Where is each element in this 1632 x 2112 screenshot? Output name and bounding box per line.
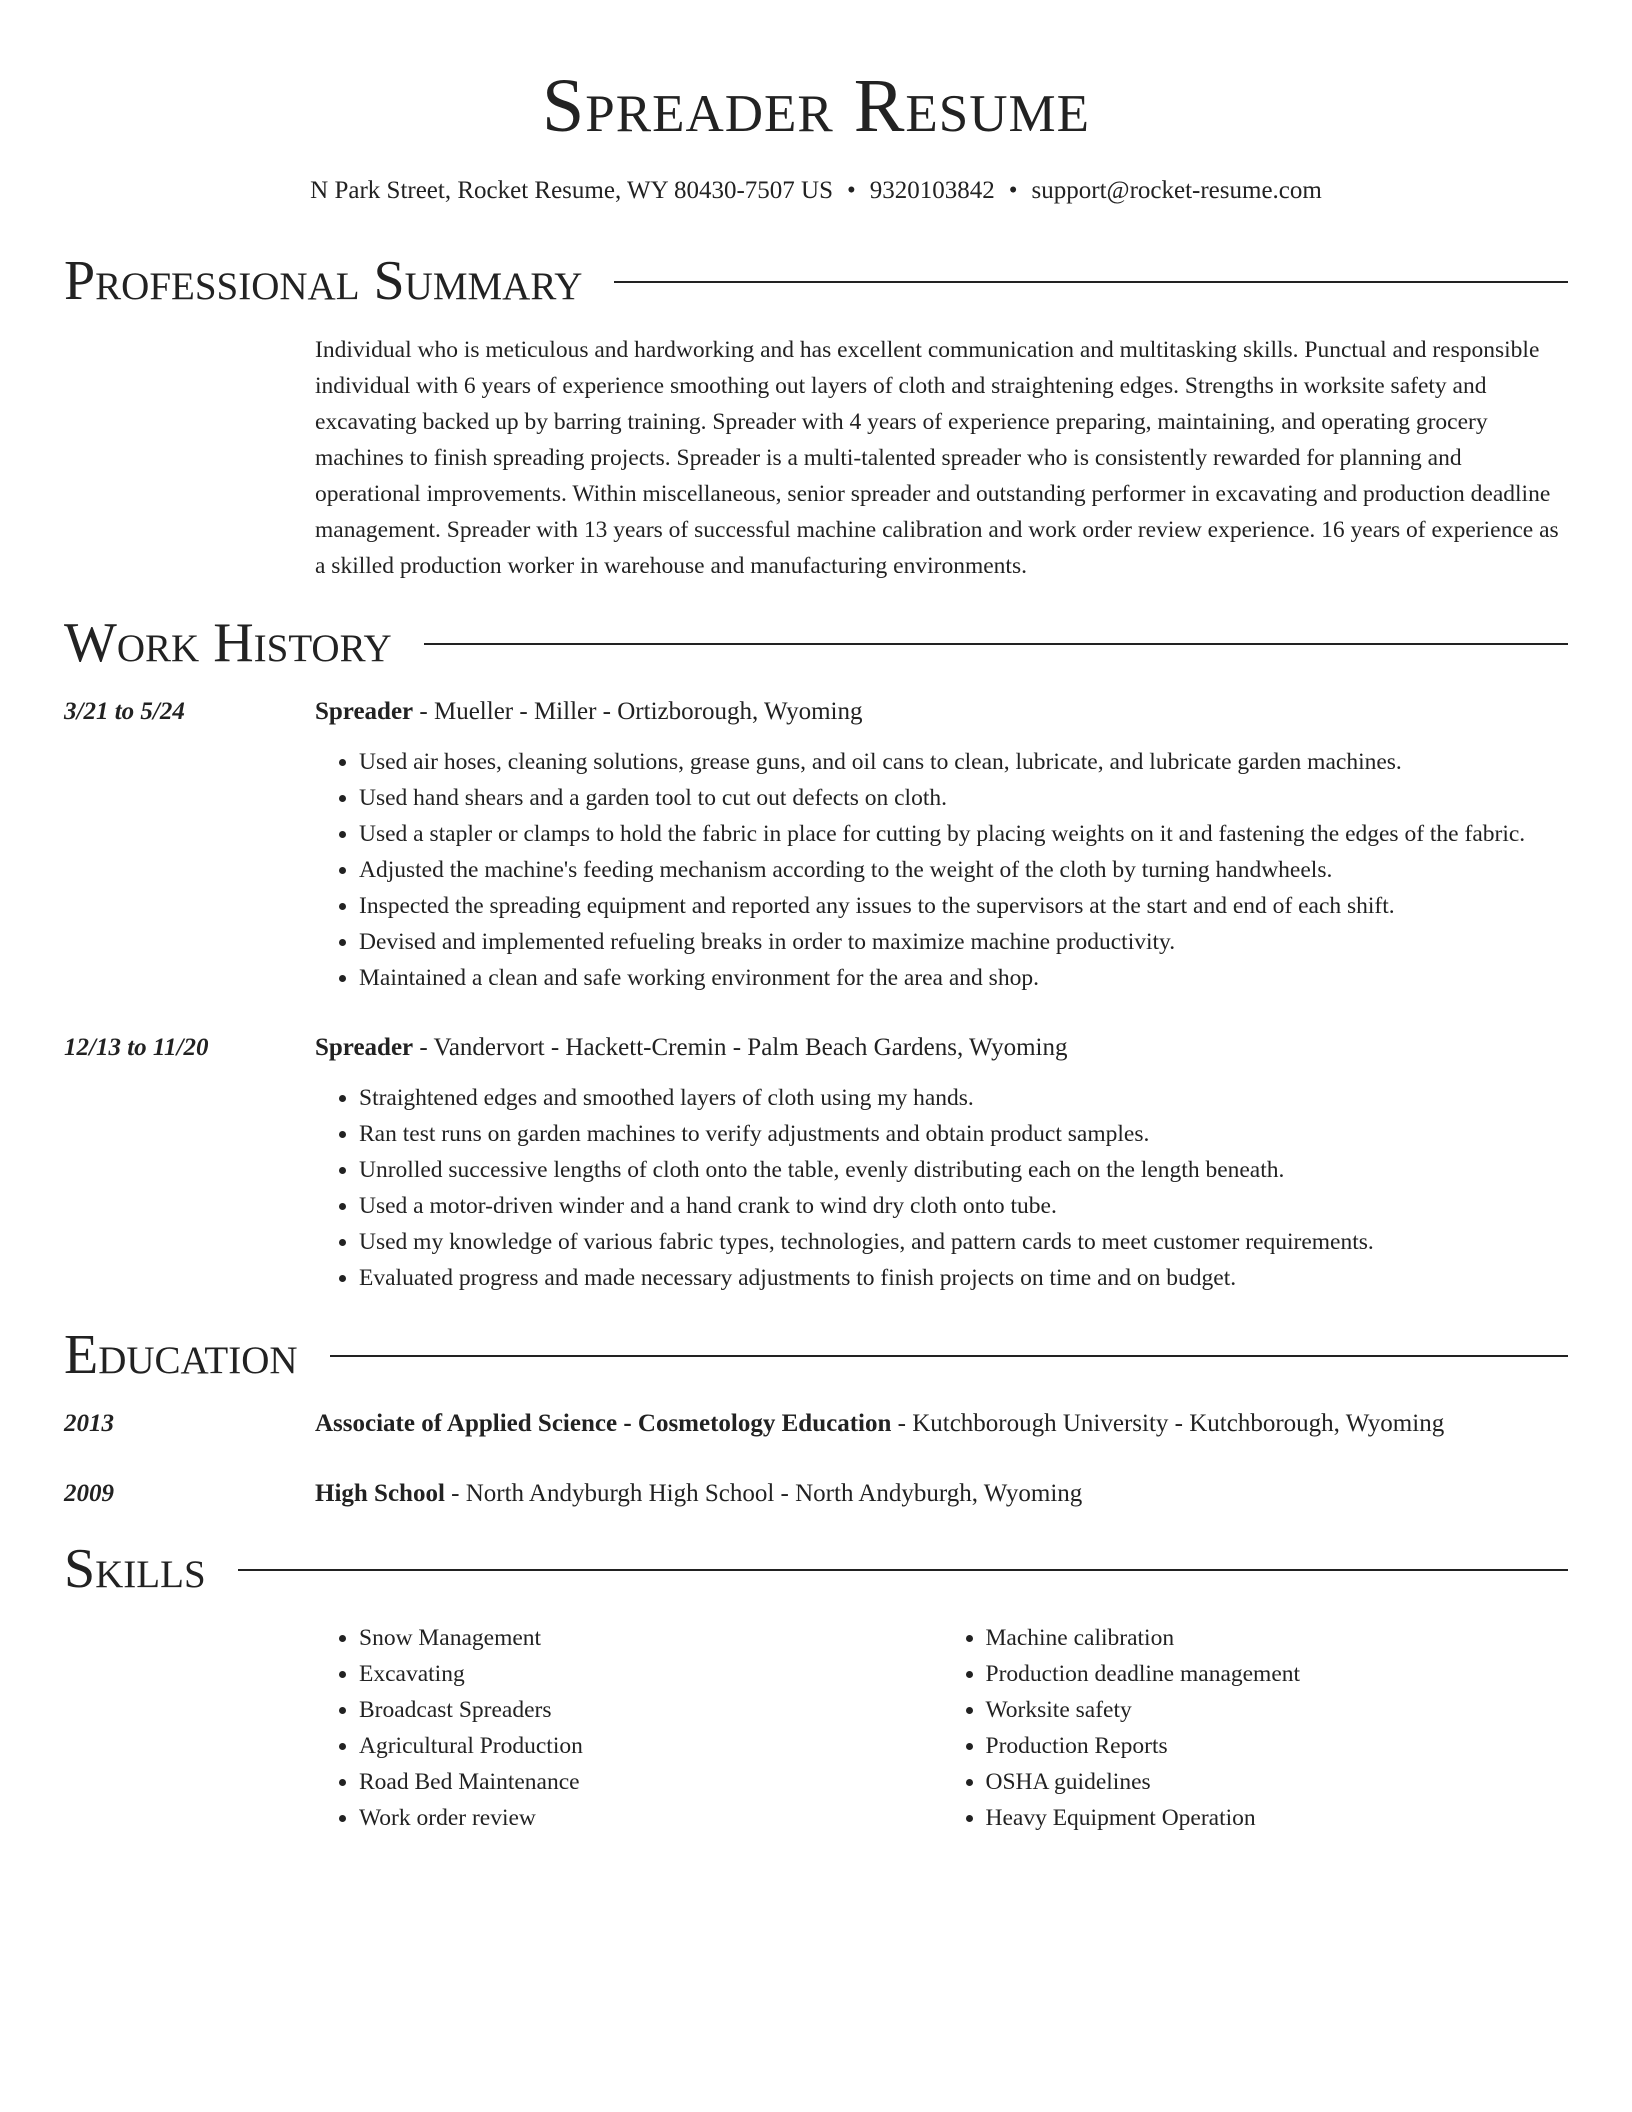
education-section-title: Education <box>64 1324 298 1386</box>
section-divider <box>330 1355 1568 1357</box>
contact-separator: • <box>847 177 856 204</box>
education-details: - North Andyburgh High School - North Andyburgh, Wyoming <box>444 1480 1083 1507</box>
skill-item: • Excavating <box>359 1656 942 1692</box>
resume-name: Spreader Resume <box>541 64 1091 148</box>
list-item: • Used a motor-driven winder and a hand crank to wind dry cloth onto tube. <box>359 1188 1568 1224</box>
job-heading <box>315 1030 1568 1066</box>
list-item: • Used my knowledge of various fabric types, technologies, and pattern cards to meet customer requirements. <box>359 1224 1568 1260</box>
education-year: 2009 <box>64 1480 114 1507</box>
job-role: Spreader <box>315 698 414 725</box>
education-details: - Kutchborough University - Kutchborough, Wyoming <box>891 1410 1445 1437</box>
education-entry <box>64 1406 1568 1442</box>
education-heading <box>315 1406 1568 1442</box>
summary-text: Individual who is meticulous and hardworking and has excellent communication and multitasking skills. Punctual and responsible individual with 6 years of experience smoothing out layers of cloth and straightening edges. Strengths in worksite safety and excavating backed up by barring training. Spreader with 4 years of experience preparing, maintaining, and operating grocery machines to finish spreading projects. Spreader is a multi-talented spreader who is consistently rewarded for planning and operational improvements. Within miscellaneous, senior spreader and outstanding performer in excavating and production deadline management. Spreader with 13 years of successful machine calibration and work order review experience. 16 years of experience as a skilled production worker in warehouse and manufacturing environments. <box>315 337 1559 579</box>
list-item: • Used a stapler or clamps to hold the fabric in place for cutting by placing weights on it and fastening the edges of the fabric. <box>359 816 1568 852</box>
skill-item: • Work order review <box>359 1800 942 1836</box>
job-entry <box>64 694 1568 996</box>
list-item: • Used air hoses, cleaning solutions, grease guns, and oil cans to clean, lubricate, and lubricate garden machines. <box>359 744 1568 780</box>
work-section-header <box>64 608 1568 678</box>
job-entry <box>64 1030 1568 1296</box>
summary-section-title: Professional Summary <box>64 250 583 312</box>
skill-item: • Machine calibration <box>986 1620 1569 1656</box>
contact-address: N Park Street, Rocket Resume, WY 80430-7507 US <box>310 177 834 204</box>
summary-section-header <box>64 246 1568 316</box>
list-item: • Straightened edges and smoothed layers of cloth using my hands. <box>359 1080 1568 1116</box>
skill-item: • Production Reports <box>986 1728 1569 1764</box>
skills-list-left <box>315 1620 942 1836</box>
skill-item: • Worksite safety <box>986 1692 1569 1728</box>
education-heading <box>315 1476 1568 1512</box>
skill-item: • Production deadline management <box>986 1656 1569 1692</box>
job-dates: 12/13 to 11/20 <box>64 1034 209 1061</box>
education-section-header <box>64 1320 1568 1390</box>
list-item: • Adjusted the machine's feeding mechanism according to the weight of the cloth by turning handwheels. <box>359 852 1568 888</box>
section-divider <box>424 643 1568 645</box>
list-item: • Inspected the spreading equipment and reported any issues to the supervisors at the start and end of each shift. <box>359 888 1568 924</box>
skill-item: • Snow Management <box>359 1620 942 1656</box>
section-divider <box>238 1569 1568 1571</box>
skills-columns <box>315 1620 1568 1836</box>
skill-item: • OSHA guidelines <box>986 1764 1569 1800</box>
list-item: • Evaluated progress and made necessary adjustments to finish projects on time and on budget. <box>359 1260 1568 1296</box>
education-year: 2013 <box>64 1410 114 1437</box>
job-body <box>315 1030 1568 1296</box>
education-degree: Associate of Applied Science - Cosmetology Education <box>315 1410 892 1437</box>
list-item: • Maintained a clean and safe working environment for the area and shop. <box>359 960 1568 996</box>
job-role: Spreader <box>315 1034 414 1061</box>
contact-separator: • <box>1008 177 1018 204</box>
section-divider <box>614 281 1568 283</box>
job-body <box>315 694 1568 996</box>
contact-email: support@rocket-resume.com <box>1031 177 1322 204</box>
contact-line <box>64 174 1568 208</box>
skill-item: • Broadcast Spreaders <box>359 1692 942 1728</box>
skill-item: • Road Bed Maintenance <box>359 1764 942 1800</box>
skills-section-title: Skills <box>64 1538 206 1600</box>
contact-phone: 9320103842 <box>869 177 995 204</box>
list-item: • Used hand shears and a garden tool to cut out defects on cloth. <box>359 780 1568 816</box>
list-item: • Devised and implemented refueling breaks in order to maximize machine productivity. <box>359 924 1568 960</box>
job-dates: 3/21 to 5/24 <box>64 698 185 725</box>
job-bullets <box>315 744 1568 996</box>
skills-list-right <box>942 1620 1569 1836</box>
skills-section-header <box>64 1534 1568 1604</box>
education-entry <box>64 1476 1568 1512</box>
work-section-title: Work History <box>64 612 392 674</box>
skill-item: • Agricultural Production <box>359 1728 942 1764</box>
list-item: • Ran test runs on garden machines to verify adjustments and obtain product samples. <box>359 1116 1568 1152</box>
job-bullets <box>315 1080 1568 1296</box>
skill-item: • Heavy Equipment Operation <box>986 1800 1569 1836</box>
job-details: - Mueller - Miller - Ortizborough, Wyoming <box>413 698 863 725</box>
job-heading <box>315 694 1568 730</box>
job-details: - Vandervort - Hackett-Cremin - Palm Beach Gardens, Wyoming <box>413 1034 1068 1061</box>
list-item: • Unrolled successive lengths of cloth onto the table, evenly distributing each on the length beneath. <box>359 1152 1568 1188</box>
education-degree: High School <box>315 1480 445 1507</box>
